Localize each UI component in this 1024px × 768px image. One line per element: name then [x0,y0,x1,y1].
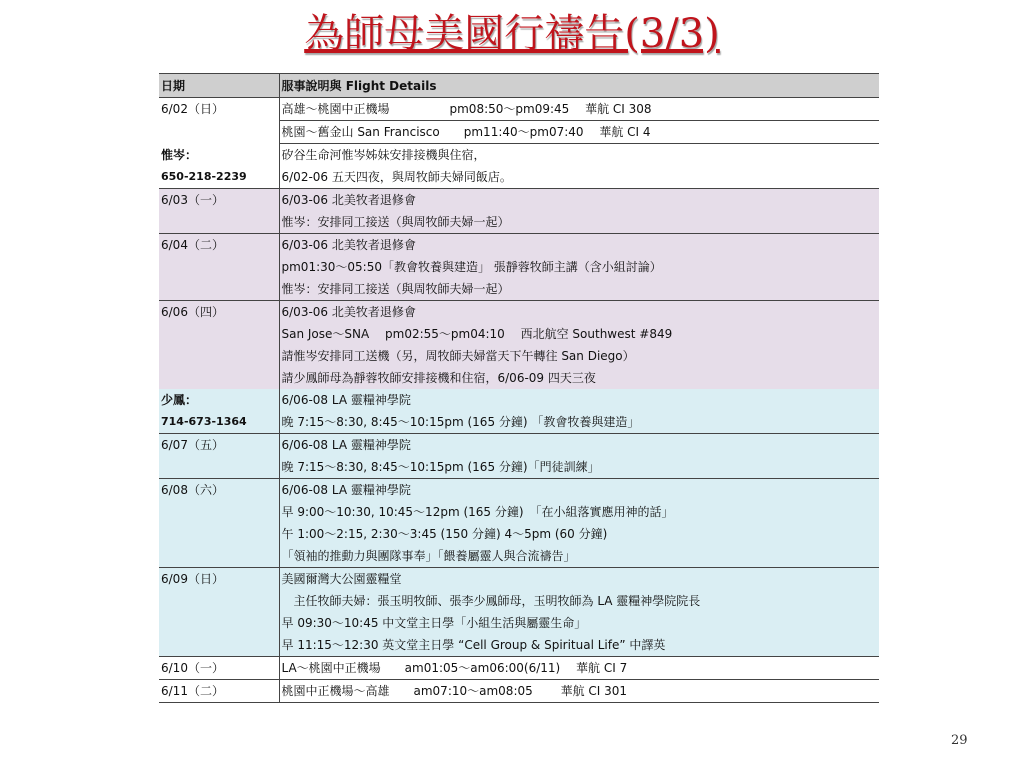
details-cell: 晚 7:15～8:30, 8:45～10:15pm (165 分鐘)「門徒訓練」 [279,456,879,479]
table-row [159,323,879,345]
date-cell [159,634,279,657]
date-cell [159,612,279,634]
details-cell: San Jose～SNA pm02:55～pm04:10 西北航空 Southwest #849 [279,323,879,345]
table-row [159,634,879,657]
details-cell: 早 11:15～12:30 英文堂主日學 “Cell Group & Spiritual Life” 中譯英 [279,634,879,657]
details-cell: 美國爾灣大公園靈糧堂 [279,568,879,591]
contact-phone-cell: 650-218-2239 [159,166,279,189]
details-cell: 桃園～舊金山 San Francisco pm11:40～pm07:40 華航 CI 4 [279,121,879,144]
table-row [159,434,879,457]
table-row [159,166,879,189]
details-cell: 請惟岑安排同工送機（另，周牧師夫婦當天下午轉往 San Diego） [279,345,879,367]
details-cell: 6/02-06 五天四夜，與周牧師夫婦同飯店。 [279,166,879,189]
table-row [159,144,879,167]
date-cell: 6/08（六） [159,479,279,502]
details-cell: 「領袖的推動力與團隊事奉」「餵養屬靈人與合流禱告」 [279,545,879,568]
date-cell [159,121,279,144]
table-row [159,234,879,257]
details-cell: 高雄～桃園中正機場 pm08:50～pm09:45 華航 CI 308 [279,98,879,121]
date-cell [159,367,279,389]
details-cell: 請少鳳師母為靜蓉牧師安排接機和住宿，6/06-09 四天三夜 [279,367,879,389]
date-cell: 6/10（一） [159,657,279,680]
table-header-row [159,74,879,98]
header-details [279,74,879,98]
details-cell: 矽谷生命河惟岑姊妹安排接機與住宿， [279,144,879,167]
details-cell: 早 9:00～10:30, 10:45～12pm (165 分鐘) 「在小組落實應用神的話」 [279,501,879,523]
header-date: 日期 [159,74,279,98]
date-cell: 6/11（二） [159,680,279,703]
table-row [159,680,879,703]
details-cell: 6/03-06 北美牧者退修會 [279,301,879,324]
table-row [159,301,879,324]
details-cell: 桃園中正機場～高雄 am07:10～am08:05 華航 CI 301 [279,680,879,703]
contact-name-cell: 少鳳： [159,389,279,411]
date-cell [159,323,279,345]
table-row [159,612,879,634]
contact-name-cell: 惟岑： [159,144,279,167]
table-row [159,411,879,434]
page-number: 29 [951,733,968,748]
details-cell: 午 1:00～2:15, 2:30～3:45 (150 分鐘) 4～5pm (60 分鐘) [279,523,879,545]
details-cell: 6/06-08 LA 靈糧神學院 [279,389,879,411]
details-cell: 6/06-08 LA 靈糧神學院 [279,434,879,457]
table-row [159,545,879,568]
date-cell [159,345,279,367]
date-cell: 6/04（二） [159,234,279,257]
table-row [159,657,879,680]
table-row [159,189,879,212]
table-row [159,479,879,502]
details-cell: LA～桃園中正機場 am01:05～am06:00(6/11) 華航 CI 7 [279,657,879,680]
date-cell [159,545,279,568]
table-row [159,590,879,612]
details-cell: 6/03-06 北美牧者退修會 [279,189,879,212]
details-cell: 惟岑：安排同工接送（與周牧師夫婦一起） [279,278,879,301]
details-cell: 晚 7:15～8:30, 8:45～10:15pm (165 分鐘) 「教會牧養與建造」 [279,411,879,434]
table-row [159,523,879,545]
details-cell: 6/06-08 LA 靈糧神學院 [279,479,879,502]
header-details-en: Flight Details [341,78,437,93]
table-row [159,98,879,121]
contact-phone-cell: 714-673-1364 [159,411,279,434]
slide-title: 為師母美國行禱告(3/3) [304,11,720,57]
table-row [159,278,879,301]
table-row [159,389,879,411]
date-cell [159,278,279,301]
date-cell: 6/06（四） [159,301,279,324]
details-cell: pm01:30～05:50「教會牧養與建造」 張靜蓉牧師主講（含小組討論） [279,256,879,278]
details-cell: 早 09:30～10:45 中文堂主日學「小組生活與屬靈生命」 [279,612,879,634]
details-cell: 主任牧師夫婦：張玉明牧師、張李少鳳師母，玉明牧師為 LA 靈糧神學院院長 [279,590,879,612]
table-row [159,211,879,234]
table-row [159,367,879,389]
date-cell: 6/09（日） [159,568,279,591]
date-cell [159,523,279,545]
table-row [159,121,879,144]
date-cell [159,590,279,612]
schedule-table [159,73,879,703]
date-cell [159,501,279,523]
details-cell: 惟岑：安排同工接送（與周牧師夫婦一起） [279,211,879,234]
date-cell: 6/02（日） [159,98,279,121]
header-details-cn: 服事說明與 [281,78,342,93]
date-cell: 6/03（一） [159,189,279,212]
details-cell: 6/03-06 北美牧者退修會 [279,234,879,257]
date-cell [159,456,279,479]
table-row [159,345,879,367]
table-row [159,501,879,523]
table-row [159,256,879,278]
table-row [159,568,879,591]
date-cell [159,211,279,234]
date-cell: 6/07（五） [159,434,279,457]
table-row [159,456,879,479]
date-cell [159,256,279,278]
